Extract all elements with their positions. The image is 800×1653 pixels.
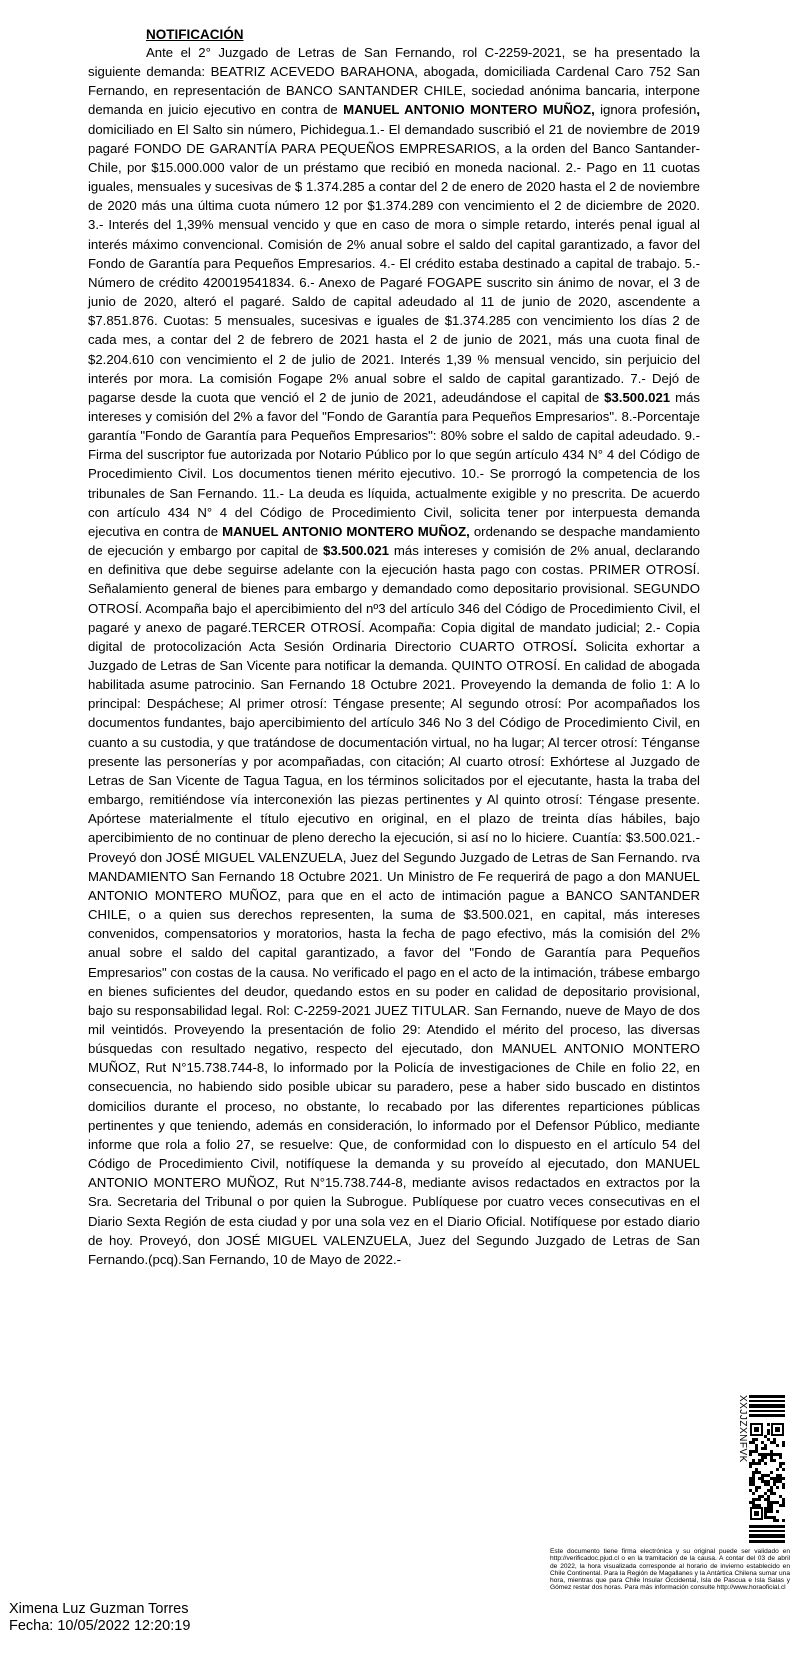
body-text-2: ignora profesión xyxy=(594,102,697,118)
signature-date: Fecha: 10/05/2022 12:20:19 xyxy=(9,1618,191,1634)
verification-qr-block xyxy=(735,1395,785,1545)
body-text-6: más intereses y comisión de 2% anual, declarando en definitiva que debe seguirse adelante con la ejecución hasta pago con costas. PRIMER OTROSÍ. Señalamiento general de bienes para embargo y demandado como depositario provisional. SEGUNDO OTROSÍ. Acompaña bajo el apercibimiento del nº3 del artículo 346 del Código de Procedimiento Civil, el pagaré y anexo de pagaré.TERCER OTROSÍ. Acompaña: Copia digital de mandato judicial; 2.- Copia digital de protocolización Acta Sesión Ordinaria Directorio CUARTO OTROSÍ xyxy=(88,543,701,654)
bold-period: . xyxy=(573,638,578,654)
qr-code-icon xyxy=(749,1395,785,1545)
body-text-4: más intereses y comisión del 2% a favor del "Fondo de Garantía para Pequeños Empresarios". 8.-Porcentaje garantía "Fondo de Garantía para Pequeños Empresarios": 80% sobre el saldo de capital adeudado. 9.- Firma del suscriptor fue autorizada por Notario Público por lo que según artículo 434 N° 4 del Código de Procedimiento Civil. Los documentos tienen mérito ejecutivo. 10.- Se prorrogó la competencia de los tribunales de San Fernando. 11.- La deuda es líquida, actualmente exigible y no prescrita. De acuerdo con artículo 434 N° 4 del Código de Procedimiento Civil, solicita tener por interpuesta demanda ejecutiva en contra de xyxy=(88,389,700,539)
body-text-1: Ante el 2° Juzgado de Letras de San Fernando, rol C-2259-2021, se ha presentado la siguiente demanda: BEATRIZ ACEVEDO BARAHONA, abogada, domiciliada Cardenal Caro 752 San Fernando, en representación de BANCO SANTANDER CHILE, sociedad anónima bancaria, interpone demanda en juicio ejecutivo en contra de xyxy=(88,45,700,118)
body-text-7: Solicita exhortar a Juzgado de Letras de San Vicente para notificar la demanda. QUINTO OTROSÍ. En calidad de abogada habilitada asume patrocinio. San Fernando 18 Octubre 2021. Proveyendo la demanda de folio 1: A lo principal: Despáchese; Al primer otrosí: Téngase presente; Al segundo otrosí: Por acompañados los documentos fundantes, bajo apercibimiento del artículo 346 No 3 del Código de Procedimiento Civil, en cuanto a su custodia, y que tratándose de documentación virtual, no ha lugar; Al tercer otrosí: Ténganse presente las personerías y por acompañadas, con citación; Al cuarto otrosí: Exhórtese al Juzgado de Letras de San Vicente de Tagua Tagua, en los términos solicitados por el ejecutante, hasta la traba del embargo, remitiéndose vía interconexión las piezas pertinentes y Al quinto otrosí: Téngase presente. Apórtese materialmente el título ejecutivo en original, en el plazo de treinta días hábiles, bajo apercibimiento de no continuar de pleno derecho la ejecución, si así no lo hiciere. Cuantía: $3.500.021.- Proveyó don JOSÉ MIGUEL VALENZUELA, Juez del Segundo Juzgado de Letras de San Fernando. rva MANDAMIENTO San Fernando 18 Octubre 2021. Un Ministro de Fe requerirá de pago a don MANUEL ANTONIO MONTERO MUÑOZ, para que en el acto de intimación pague a BANCO SANTANDER CHILE, o a quien sus derechos representen, la suma de $3.500.021, en capital, más intereses convenidos, compensatorios y moratorios, hasta la fecha de pago efectivo, más la comisión del 2% anual sobre el saldo del capital garantizado, a favor del "Fondo de Garantía para Pequeños Empresarios" con costas de la causa. No verificado el pago en el acto de la intimación, trábese embargo en bienes suficientes del deudor, quedando estos en su poder en calidad de depositario provisional, bajo su responsabilidad legal. Rol: C-2259-2021 JUEZ TITULAR. San Fernando, nueve de Mayo de dos mil veintidós. Proveyendo la presentación de folio 29: Atendido el mérito del proceso, las diversas búsquedas con resultado negativo, respecto del ejecutado, don MANUEL ANTONIO MONTERO MUÑOZ, Rut N°15.738.744-8, lo informado por la Policía de investigaciones de Chile en folio 22, en consecuencia, no habiendo sido posible ubicar su paradero, pese a haber sido buscado en distintos domicilios durante el proceso, no obstante, lo recabado por las diferentes reparticiones públicas pertinentes y que teniendo, además en consideración, lo informado por el Defensor Público, mediante informe que rola a folio 27, se resuelve: Que, de conformidad con lo dispuesto en el artículo 54 del Código de Procedimiento Civil, notifíquese la demanda y su proveído al ejecutado, don MANUEL ANTONIO MONTERO MUÑOZ, Rut N°15.738.744-8, mediante avisos redactados en extractos por la Sra. Secretaria del Tribunal o por quien la Subrogue. Publíquese por cuatro veces consecutivas en el Diario Sexta Región de esta ciudad y por una sola vez en el Diario Oficial. Notifíquese por estado diario de hoy. Proveyó, don JOSÉ MIGUEL VALENZUELA, Juez del Segundo Juzgado de Letras de San Fernando.(pcq).San Fernando, 10 de Mayo de 2022.- xyxy=(88,638,700,1267)
capital-amount-2: $3.500.021 xyxy=(323,543,390,559)
bold-comma: , xyxy=(696,102,700,118)
verification-code: XXJJZXNFVK xyxy=(737,1395,748,1463)
document-title: NOTIFICACIÓN xyxy=(146,27,244,42)
defendant-name-2: MANUEL ANTONIO MONTERO MUÑOZ, xyxy=(222,523,470,539)
electronic-signature-notice: Este documento tiene firma electrónica y su original puede ser validado en http://verificadoc.pjud.cl o en la tramitación de la causa. A contar del 03 de abril de 2022, la hora visualizada corresponde al horario de invierno establecido en Chile Continental. Para la Región de Magallanes y la Antártica Chilena sumar una hora, mientras que para Chile Insular Occidental, Isla de Pascua e Isla Salas y Gómez restar dos horas. Para más información consulte http://www.horaoficial.cl xyxy=(550,1548,790,1592)
notification-document xyxy=(88,26,700,1269)
signer-block xyxy=(9,1601,190,1635)
signer-name: Ximena Luz Guzman Torres xyxy=(9,1601,189,1617)
defendant-name-1: MANUEL ANTONIO MONTERO MUÑOZ, xyxy=(343,102,595,118)
document-body xyxy=(88,43,700,1269)
body-text-5: ordenando se despache mandamiento de ejecución y embargo por capital de xyxy=(88,523,700,559)
capital-amount-1: $3.500.021 xyxy=(604,389,671,405)
body-text-3: domiciliado en El Salto sin número, Pichidegua.1.- El demandado suscribió el 21 de noviembre de 2019 pagaré FONDO DE GARANTÍA PARA PEQUEÑOS EMPRESARIOS, a la orden del Banco Santander-Chile, por $15.000.000 valor de un préstamo que recibió en moneda nacional. 2.- Pago en 11 cuotas iguales, mensuales y sucesivas de $ 1.374.285 a contar del 2 de enero de 2020 hasta el 2 de noviembre de 2020 más una última cuota número 12 por $1.374.289 con vencimiento el 2 de diciembre de 2020. 3.- Interés del 1,39% mensual vencido y que en caso de mora o simple retardo, interés penal igual al interés máximo convencional. Comisión de 2% anual sobre el saldo del capital garantizado, a favor del Fondo de Garantía para Pequeños Empresarios. 4.- El crédito estaba destinado a capital de trabajo. 5.- Número de crédito 420019541834. 6.- Anexo de Pagaré FOGAPE suscrito sin ánimo de novar, el 3 de junio de 2020, alteró el pagaré. Saldo de capital adeudado al 11 de junio de 2020, ascendente a $7.851.876. Cuotas: 5 mensuales, sucesivas e iguales de $1.374.285 con vencimiento los días 2 de cada mes, a contar del 2 de febrero de 2021 hasta el 2 de junio de 2021, más una cuota final de $2.204.610 con vencimiento el 2 de julio de 2021. Interés 1,39 % mensual vencido, sin perjuicio del interés por mora. La comisión Fogape 2% anual sobre el saldo de capital garantizado. 7.- Dejó de pagarse desde la cuota que venció el 2 de junio de 2021, adeudándose el capital de xyxy=(88,121,700,405)
